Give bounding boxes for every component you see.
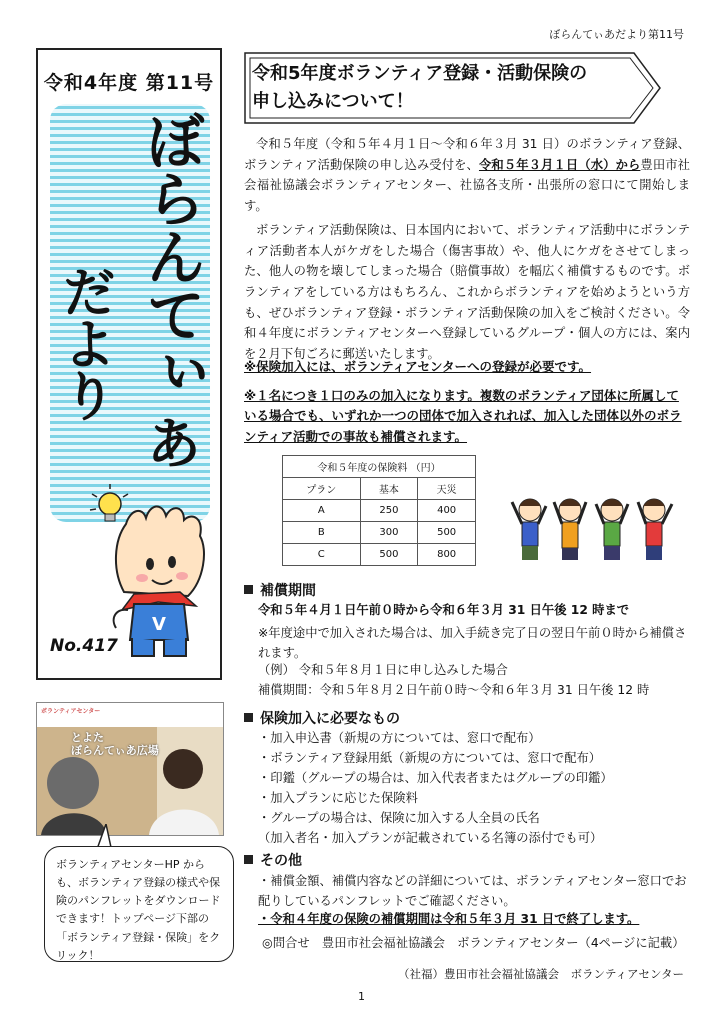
coverage-example-period: 補償期間：令和５年８月２日午前０時～令和６年３月 31 日午後 12 時 xyxy=(258,683,650,697)
list-item: ・加入プランに応じた保険料 xyxy=(258,790,418,805)
contact-info: ◎問合せ 豊田市社会福祉協議会 ボランティアセンター（4ページに記載） xyxy=(262,936,685,950)
other-heading-label: その他 xyxy=(260,853,302,869)
intro-p1-date: 令和５年３月１日（水）から xyxy=(478,157,641,172)
table-cell: 500 xyxy=(418,522,476,544)
website-screenshot xyxy=(36,702,224,836)
website-brand: ボランティアセンター xyxy=(41,708,101,715)
masthead-title-col1: ぼらんてぃ xyxy=(136,110,206,400)
website-header-bar xyxy=(37,703,223,728)
other-heading xyxy=(244,850,302,870)
coverage-heading xyxy=(244,580,316,600)
fee-table xyxy=(282,455,476,566)
table-cell: A xyxy=(283,500,361,522)
headline-line1: 令和5年度ボランティア登録・活動保険の xyxy=(252,63,588,84)
fee-header-basic: 基本 xyxy=(360,478,418,500)
masthead-title-a: あ xyxy=(137,414,202,468)
table-row xyxy=(283,522,476,544)
required-heading-label: 保険加入に必要なもの xyxy=(260,711,400,727)
table-cell: 800 xyxy=(418,544,476,566)
coverage-example: （例） 令和５年８月１日に申し込みした場合 xyxy=(258,663,508,677)
website-title-line1: とよた xyxy=(71,731,104,744)
fee-header-disaster: 天災 xyxy=(418,478,476,500)
page-number: 1 xyxy=(358,990,365,1003)
other-item-2: ・令和４年度の保険の補償期間は令和５年３月 31 日で終了します。 xyxy=(258,912,640,926)
fee-header-plan: プラン xyxy=(283,478,361,500)
required-list xyxy=(258,729,688,848)
list-item: ・加入申込書（新規の方については、窓口で配布） xyxy=(258,731,541,745)
headline-line2: 申し込みについて！ xyxy=(252,90,414,112)
table-cell: C xyxy=(283,544,361,566)
table-row xyxy=(283,544,476,566)
list-item: （加入者名・加入プランが記載されている名簿の添付でも可） xyxy=(258,830,603,845)
table-cell: B xyxy=(283,522,361,544)
coverage-main: 令和５年４月１日午前０時から令和６年３月 31 日午後 12 時まで xyxy=(258,603,630,617)
square-bullet-icon xyxy=(244,713,253,722)
fee-table-header-row xyxy=(283,478,476,500)
issue-header: ぼらんてぃあだより第11号 xyxy=(549,28,684,41)
list-item: ・ボランティア登録用紙（新規の方については、窓口で配布） xyxy=(258,750,602,765)
masthead-issue: 令和4年度 第11号 xyxy=(43,72,215,94)
coverage-note: ※年度途中で加入された場合は、加入手続き完了日の翌日午前０時から補償されます。 xyxy=(258,626,687,660)
website-title-line2: ぼらんてぃあ広場 xyxy=(71,744,159,758)
list-item: ・印鑑（グループの場合は、加入代表者またはグループの印鑑） xyxy=(258,770,613,785)
list-item: ・グループの場合は、保険に加入する人全員の氏名 xyxy=(258,810,540,825)
table-cell: 400 xyxy=(418,500,476,522)
intro-paragraph-2: ボランティア活動保険は、日本国内において、ボランティア活動中にボランティア活動者本人がケガをした場合（傷害事故）や、他人にケガをさせてしまった、他人の物を壊してしまった場合（賠償事故）を幅広く補償するものです。ボランティアをしている方はもちろん、これからボランティアを始めようという方も、ぜひボランティア登録・ボランティア活動保険の加入をご検討ください。令和４年度にボランティアセンターへ登録しているグループ・個人の方には、案内を２月下旬ごろに郵送いたします。 xyxy=(244,223,690,361)
lightbulb-icon xyxy=(90,484,128,521)
headline-title xyxy=(252,60,587,116)
headline-banner xyxy=(244,52,662,124)
table-cell: 250 xyxy=(360,500,418,522)
masthead xyxy=(36,48,222,680)
other-item-1: ・補償金額、補償内容などの詳細については、ボランティアセンター窓口でお配りしているパンフレットでご確認ください。 xyxy=(258,874,687,908)
svg-text:V: V xyxy=(152,614,166,635)
square-bullet-icon xyxy=(244,585,253,594)
callout-bubble: ボランティアセンターHP からも、ボランティア登録の様式や保険のパンフレットをダウンロードできます！トップページ下部の「ボランティア登録・保険」をクリック！ xyxy=(44,846,234,962)
issue-number: No.417 xyxy=(50,636,118,656)
table-cell: 300 xyxy=(360,522,418,544)
intro-paragraph-1 xyxy=(244,134,690,217)
fee-table-caption: 令和５年度の保険料 （円） xyxy=(283,456,476,478)
square-bullet-icon xyxy=(244,855,253,864)
coverage-heading-label: 補償期間 xyxy=(260,583,316,599)
table-cell: 500 xyxy=(360,544,418,566)
footer-org: （社福）豊田市社会福祉協議会 ボランティアセンター xyxy=(397,967,684,981)
children-cheering-illustration xyxy=(508,484,676,570)
note-one-unit: ※１名につき１口のみの加入になります。複数のボランティア団体に所属している場合でも、いずれか一つの団体で加入されれば、加入した団体以外のボランティア活動での事故も補償されます。 xyxy=(244,388,682,444)
masthead-title-col2: だより xyxy=(54,264,117,420)
website-title xyxy=(71,731,159,757)
required-heading xyxy=(244,708,400,728)
intro-p1-c: 豊田市社会福祉協議会ボランティアセンター、社協各支所・出張所の窓口にて開始します。 xyxy=(244,157,690,213)
intro-p1-a: 令和５年度（令和５年４月１日～令和６年３月 31 日）のボランティア登録、ボランティア活動保険の申し込み受付を、 xyxy=(244,137,690,172)
table-row xyxy=(283,500,476,522)
note-registration-required: ※保険加入には、ボランティアセンターへの登録が必要です。 xyxy=(244,359,592,374)
